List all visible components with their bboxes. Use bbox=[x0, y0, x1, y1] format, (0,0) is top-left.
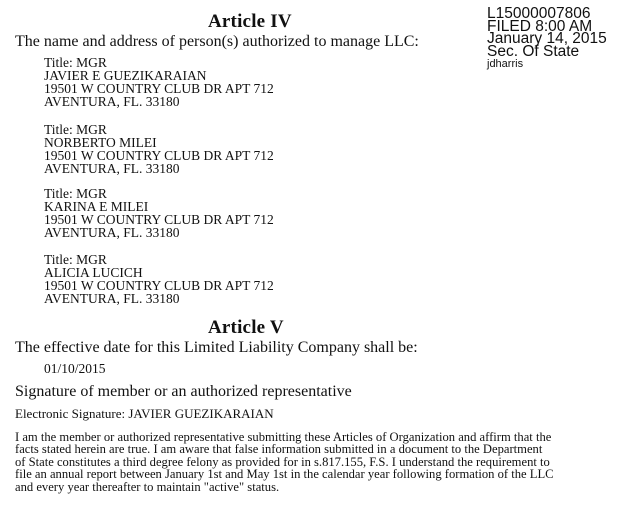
manager-block bbox=[44, 187, 274, 239]
manager-block bbox=[44, 123, 274, 175]
manager-title: Title: MGR bbox=[44, 186, 107, 201]
manager-title: Title: MGR bbox=[44, 252, 107, 267]
manager-title: Title: MGR bbox=[44, 55, 107, 70]
manager-city: AVENTURA, FL. 33180 bbox=[44, 161, 180, 176]
manager-name: JAVIER E GUEZIKARAIAN bbox=[44, 68, 207, 83]
manager-address: 19501 W COUNTRY CLUB DR APT 712 bbox=[44, 81, 274, 96]
attestation-paragraph bbox=[15, 431, 635, 493]
manager-city: AVENTURA, FL. 33180 bbox=[44, 291, 180, 306]
article-4-heading: Article IV bbox=[208, 11, 292, 32]
manager-name: NORBERTO MILEI bbox=[44, 135, 157, 150]
manager-address: 19501 W COUNTRY CLUB DR APT 712 bbox=[44, 278, 274, 293]
filing-office: Sec. Of State bbox=[487, 42, 580, 60]
attestation-line: facts stated herein are true. I am aware that false information submitted in a document to the Department bbox=[15, 442, 543, 457]
article-5-heading: Article V bbox=[208, 317, 284, 338]
signature-heading: Signature of member or an authorized representative bbox=[15, 383, 352, 400]
manager-address: 19501 W COUNTRY CLUB DR APT 712 bbox=[44, 148, 274, 163]
article-5-intro: The effective date for this Limited Liability Company shall be: bbox=[15, 339, 418, 356]
manager-city: AVENTURA, FL. 33180 bbox=[44, 225, 180, 240]
document-number: L15000007806 bbox=[487, 5, 591, 22]
manager-city: AVENTURA, FL. 33180 bbox=[44, 94, 180, 109]
filed-date: January 14, 2015 bbox=[487, 30, 607, 47]
article-4-intro: The name and address of person(s) authorized to manage LLC: bbox=[15, 33, 419, 50]
effective-date: 01/10/2015 bbox=[44, 361, 106, 376]
filed-time: FILED 8:00 AM bbox=[487, 17, 593, 35]
manager-name: ALICIA LUCICH bbox=[44, 265, 143, 280]
attestation-line: and every year thereafter to maintain "active" status. bbox=[15, 479, 280, 494]
manager-block bbox=[44, 56, 274, 108]
manager-block bbox=[44, 253, 274, 305]
attestation-line: I am the member or authorized representative submitting these Articles of Organization and affirm that the bbox=[15, 430, 552, 444]
manager-title: Title: MGR bbox=[44, 122, 107, 137]
manager-address: 19501 W COUNTRY CLUB DR APT 712 bbox=[44, 212, 274, 227]
electronic-signature: Electronic Signature: JAVIER GUEZIKARAIAN bbox=[15, 406, 274, 421]
filing-stamp bbox=[487, 5, 607, 70]
filing-clerk: jdharris bbox=[487, 58, 524, 70]
manager-name: KARINA E MILEI bbox=[44, 199, 149, 214]
attestation-line: file an annual report between January 1st and May 1st in the calendar year following formation of the LLC bbox=[15, 467, 554, 482]
attestation-line: of State constitutes a third degree felony as provided for in s.817.155, F.S. I understand the requirement to bbox=[15, 454, 550, 469]
